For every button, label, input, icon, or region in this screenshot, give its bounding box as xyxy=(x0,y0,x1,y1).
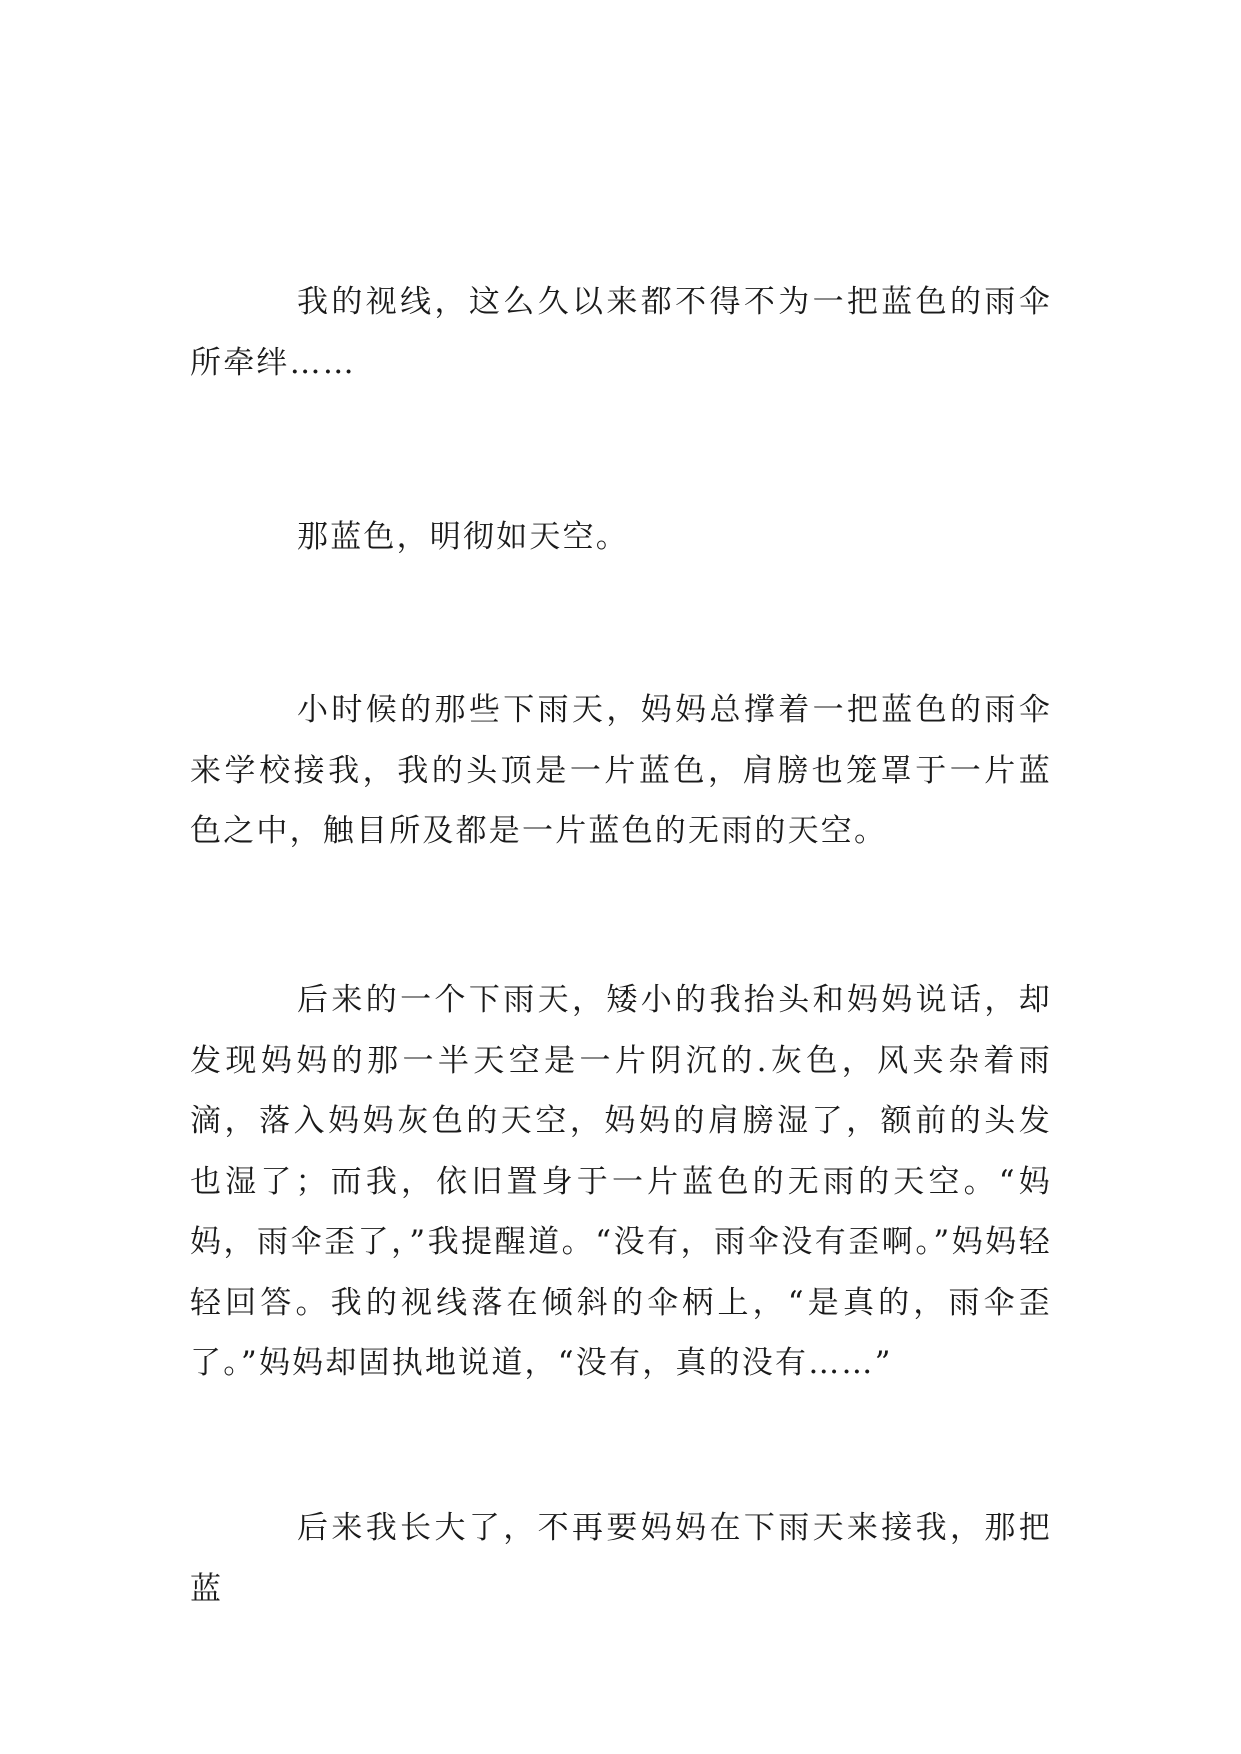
paragraph-4: 后来的一个下雨天，矮小的我抬头和妈妈说话，却发现妈妈的那一半天空是一片阴沉的.灰色，风夹杂着雨滴，落入妈妈灰色的天空，妈妈的肩膀湿了，额前的头发也湿了；而我，依旧置身于一片蓝色的无雨的天空。“妈妈，雨伞歪了，”我提醒道。“没有，雨伞没有歪啊。”妈妈轻轻回答。我的视线落在倾斜的伞柄上，“是真的，雨伞歪了。”妈妈却固执地说道，“没有，真的没有……” xyxy=(190,982,1052,1381)
paragraph-1: 我的视线，这么久以来都不得不为一把蓝色的雨伞所牵绊…… xyxy=(190,284,1052,381)
paragraph-2: 那蓝色，明彻如天空。 xyxy=(297,519,629,555)
paragraph-5: 后来我长大了，不再要妈妈在下雨天来接我，那把蓝 xyxy=(190,1510,1052,1607)
paragraph-3: 小时候的那些下雨天，妈妈总撑着一把蓝色的雨伞来学校接我，我的头顶是一片蓝色，肩膀也笼罩于一片蓝色之中，触目所及都是一片蓝色的无雨的天空。 xyxy=(190,692,1052,849)
